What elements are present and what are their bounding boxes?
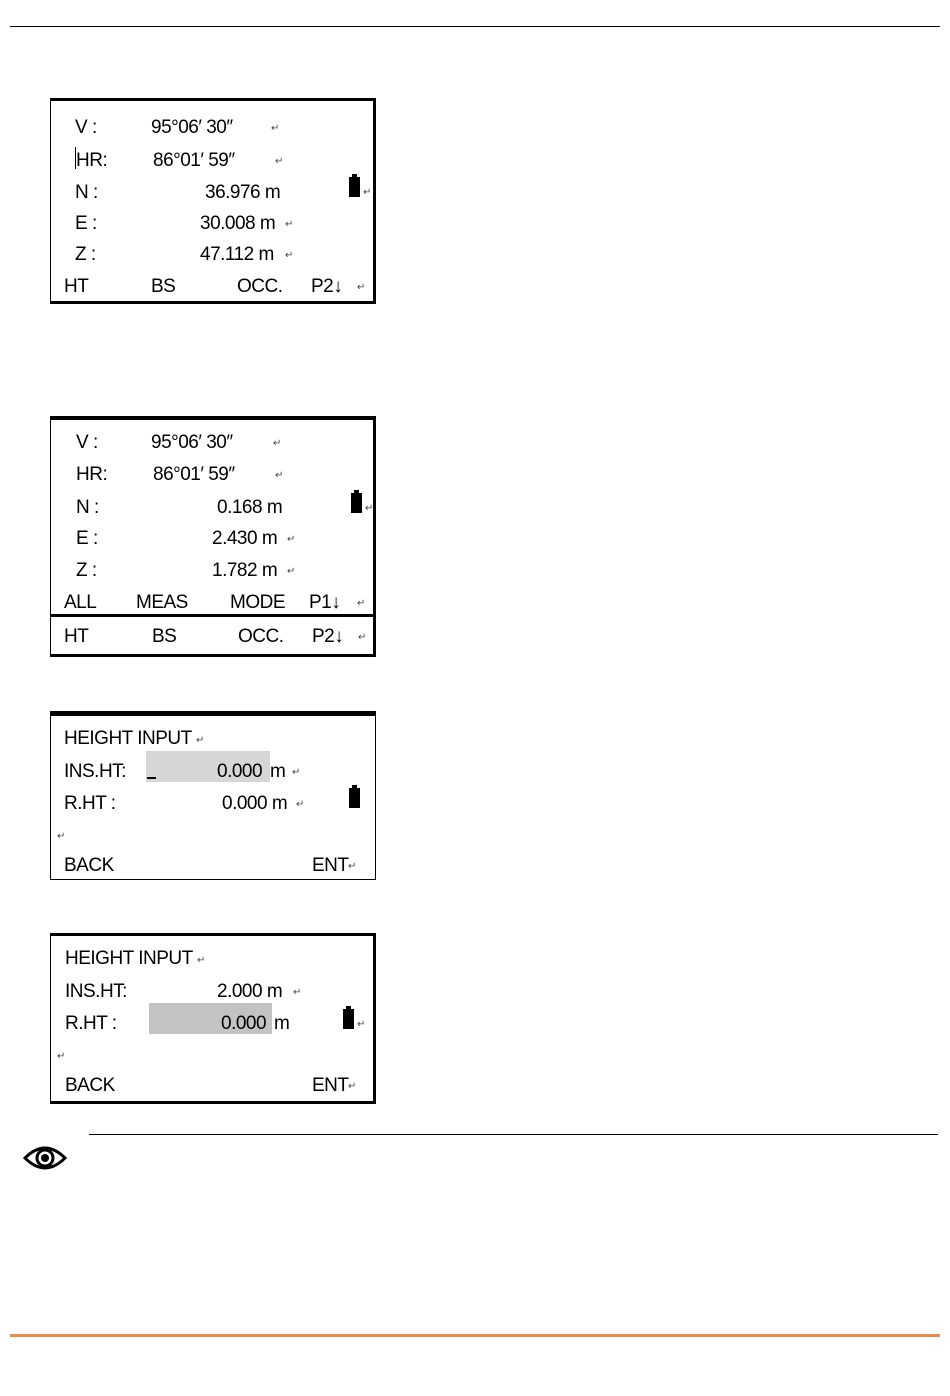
note-rule bbox=[89, 1134, 938, 1135]
return-mark: ↵ bbox=[273, 438, 282, 449]
return-mark: ↵ bbox=[287, 566, 296, 577]
v-value: 95°06′ 30″ bbox=[151, 117, 233, 138]
softkey-page-1[interactable]: P1↓ bbox=[309, 592, 341, 613]
back-softkey[interactable]: BACK bbox=[65, 1075, 115, 1096]
v-label: V : bbox=[75, 117, 97, 138]
return-mark: ↵ bbox=[357, 598, 366, 609]
softkey-mode[interactable]: MODE bbox=[230, 592, 285, 613]
softkey-bs[interactable]: BS bbox=[151, 276, 176, 297]
n-label: N : bbox=[75, 182, 98, 203]
return-mark: ↵ bbox=[296, 799, 305, 810]
v-value: 95°06′ 30″ bbox=[151, 432, 233, 453]
hr-label: HR: bbox=[76, 150, 108, 171]
battery-icon bbox=[351, 493, 362, 513]
softkey-page-2[interactable]: P2↓ bbox=[312, 626, 344, 647]
return-mark: ↵ bbox=[287, 534, 296, 545]
rht-input[interactable]: 0.000 bbox=[221, 1013, 267, 1034]
softkey-meas[interactable]: MEAS bbox=[136, 592, 188, 613]
ins-ht-input[interactable]: 0.000 bbox=[217, 761, 263, 782]
softkey-occ[interactable]: OCC. bbox=[238, 626, 284, 647]
return-mark: ↵ bbox=[275, 470, 284, 481]
softkey-divider bbox=[51, 614, 373, 617]
return-mark: ↵ bbox=[348, 1081, 357, 1092]
ent-softkey[interactable]: ENT bbox=[312, 855, 349, 876]
return-mark: ↵ bbox=[357, 282, 366, 293]
z-value: 1.782 m bbox=[212, 560, 278, 581]
e-value: 2.430 m bbox=[212, 528, 278, 549]
e-label: E : bbox=[76, 528, 98, 549]
return-mark: ↵ bbox=[348, 861, 357, 872]
ins-ht-unit: m bbox=[270, 761, 286, 782]
back-softkey[interactable]: BACK bbox=[64, 855, 114, 876]
e-label: E : bbox=[75, 213, 97, 234]
n-value: 36.976 m bbox=[205, 182, 281, 203]
return-mark: ↵ bbox=[271, 123, 280, 134]
z-label: Z : bbox=[76, 560, 97, 581]
return-mark: ↵ bbox=[357, 1019, 366, 1030]
return-mark: ↵ bbox=[57, 831, 66, 842]
rht-label: R.HT : bbox=[64, 793, 116, 814]
eye-icon bbox=[22, 1140, 68, 1176]
header-rule bbox=[10, 26, 940, 27]
z-value: 47.112 m bbox=[200, 244, 274, 265]
v-label: V : bbox=[76, 432, 98, 453]
hr-value: 86°01′ 59″ bbox=[153, 464, 235, 485]
softkey-occ[interactable]: OCC. bbox=[237, 276, 283, 297]
return-mark: ↵ bbox=[197, 955, 206, 966]
display-screen-coordinate-p1-p2 bbox=[50, 416, 376, 657]
input-cursor bbox=[147, 777, 156, 779]
rht-value: 0.000 m bbox=[222, 793, 288, 814]
z-label: Z : bbox=[75, 244, 96, 265]
rht-unit: m bbox=[274, 1013, 290, 1034]
softkey-page-2[interactable]: P2↓ bbox=[311, 276, 343, 297]
ent-softkey[interactable]: ENT bbox=[312, 1075, 349, 1096]
return-mark: ↵ bbox=[285, 219, 294, 230]
hr-value: 86°01′ 59″ bbox=[153, 150, 235, 171]
screen-title: HEIGHT INPUT bbox=[65, 948, 193, 969]
return-mark: ↵ bbox=[365, 503, 374, 514]
return-mark: ↵ bbox=[285, 250, 294, 261]
footer-rule bbox=[10, 1334, 940, 1337]
screen-title: HEIGHT INPUT bbox=[64, 728, 192, 749]
return-mark: ↵ bbox=[57, 1051, 66, 1062]
e-value: 30.008 m bbox=[200, 213, 276, 234]
softkey-bs[interactable]: BS bbox=[152, 626, 177, 647]
ins-ht-label: INS.HT: bbox=[64, 761, 126, 782]
battery-icon bbox=[349, 177, 360, 197]
battery-icon bbox=[349, 788, 360, 808]
return-mark: ↵ bbox=[292, 767, 301, 778]
return-mark: ↵ bbox=[358, 632, 367, 643]
ins-ht-value: 2.000 m bbox=[217, 981, 283, 1002]
battery-icon bbox=[343, 1009, 354, 1029]
softkey-all[interactable]: ALL bbox=[64, 592, 97, 613]
display-screen-height-input-ins bbox=[50, 711, 376, 880]
softkey-ht[interactable]: HT bbox=[64, 276, 89, 297]
n-label: N : bbox=[76, 497, 99, 518]
n-value: 0.168 m bbox=[217, 497, 283, 518]
display-screen-coordinate-p2 bbox=[50, 98, 376, 304]
return-mark: ↵ bbox=[293, 987, 302, 998]
ins-ht-label: INS.HT: bbox=[65, 981, 127, 1002]
rht-label: R.HT : bbox=[65, 1013, 117, 1034]
display-screen-height-input-rht bbox=[50, 933, 376, 1104]
return-mark: ↵ bbox=[275, 156, 284, 167]
return-mark: ↵ bbox=[196, 735, 205, 746]
return-mark: ↵ bbox=[363, 187, 372, 198]
softkey-ht[interactable]: HT bbox=[64, 626, 89, 647]
hr-label: HR: bbox=[76, 464, 108, 485]
